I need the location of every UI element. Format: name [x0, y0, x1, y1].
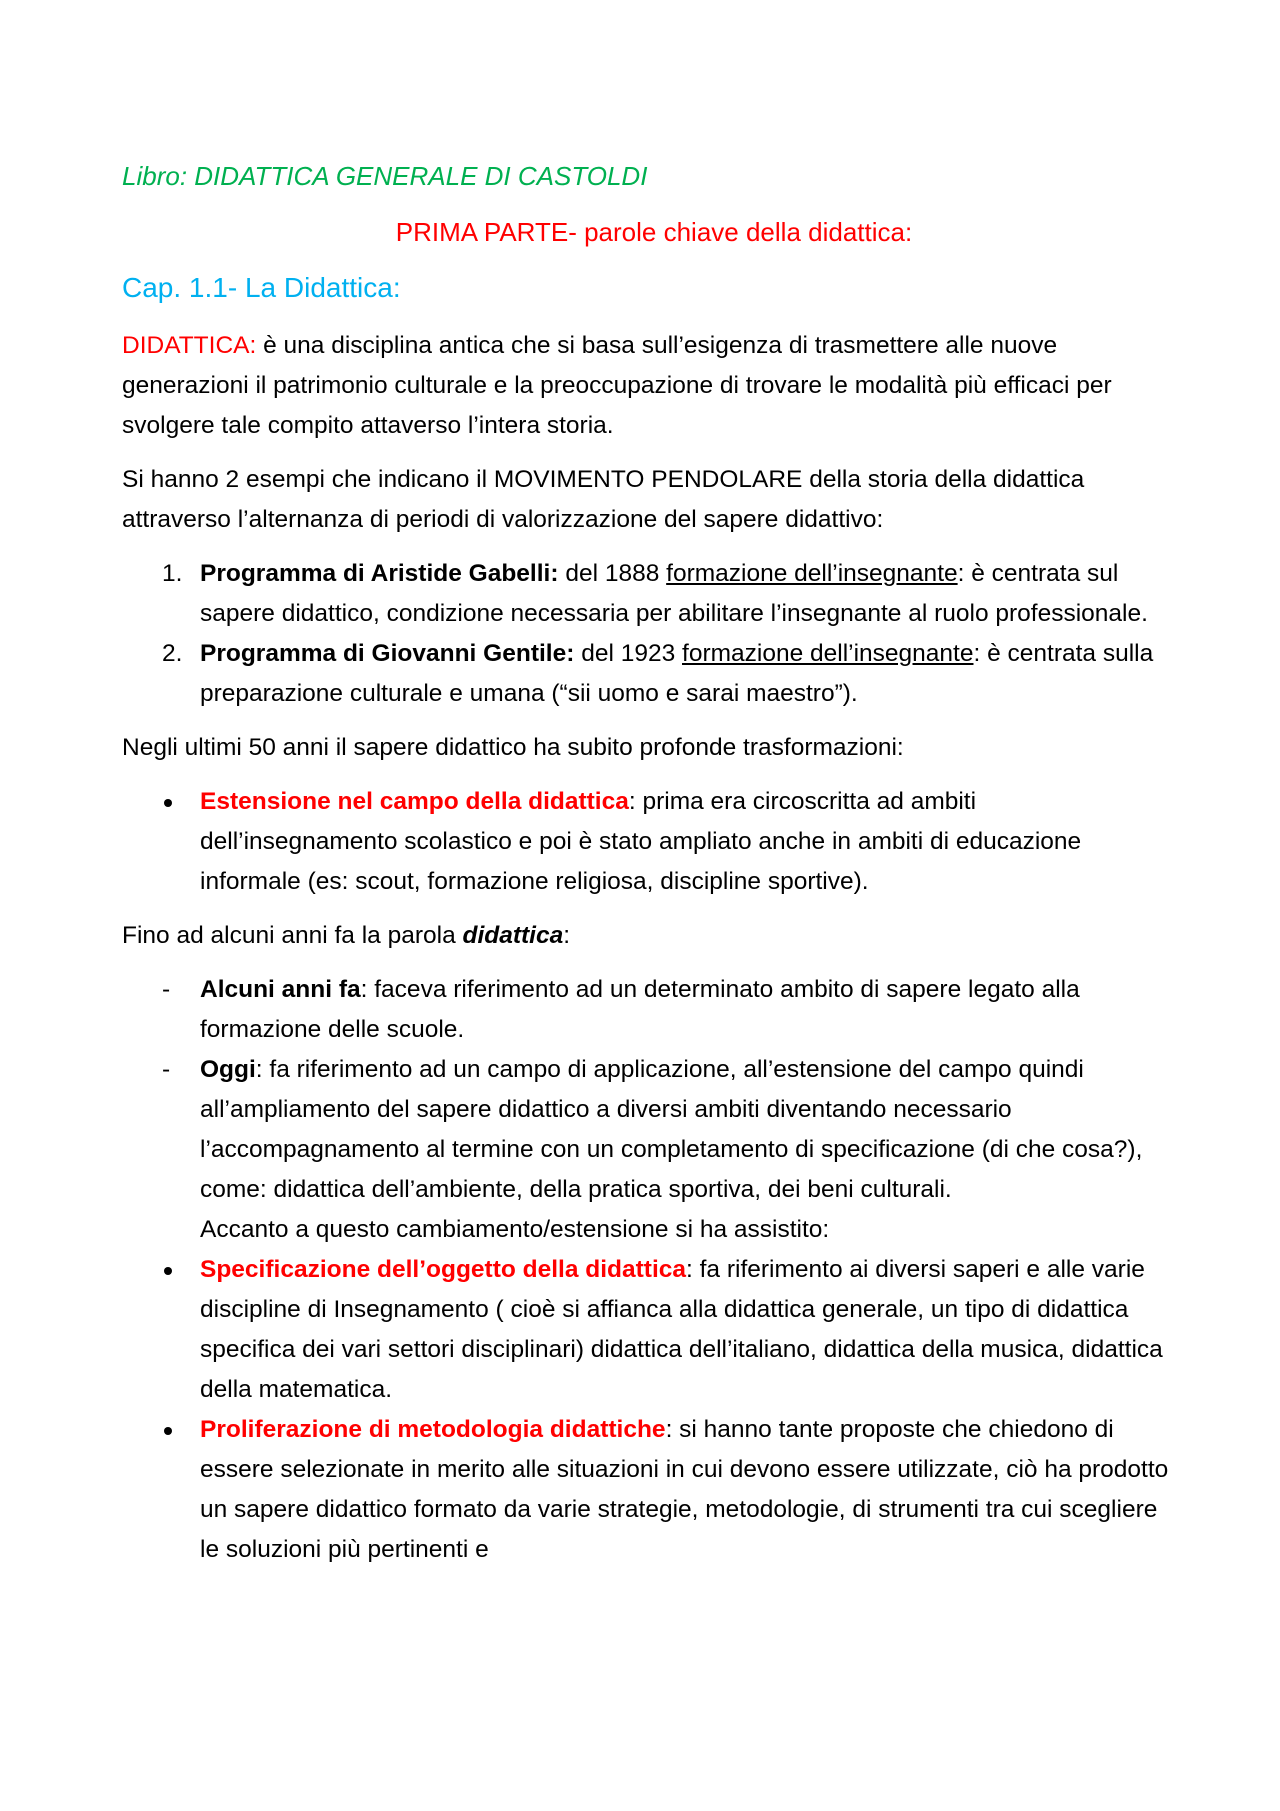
- program-text: : è centrata sul sapere didattico, condizione necessaria per abilitare l’insegnante al ruolo professionale.: [200, 560, 1148, 627]
- list-item: [122, 782, 1172, 902]
- part-title: PRIMA PARTE- parole chiave della didattica:: [395, 217, 913, 247]
- list-item: [122, 1050, 1172, 1250]
- didattica-term: DIDATTICA:: [122, 332, 257, 359]
- bullet-icon: [164, 1427, 172, 1435]
- bullet-icon: [164, 1267, 172, 1275]
- program-underlined: formazione dell’insegnante: [666, 560, 958, 587]
- program-underlined: formazione dell’insegnante: [682, 640, 974, 667]
- list-item: [122, 554, 1172, 634]
- bullet-title: Proliferazione di metodologia didattiche: [200, 1416, 666, 1443]
- dash-title: Oggi: [200, 1056, 256, 1083]
- document-page: [122, 156, 1172, 1584]
- bullet-text: : si hanno tante proposte che chiedono di essere selezionate in merito alle situazioni in cui devono essere utilizzate, ciò ha prodotto un sapere didattico formato da varie strategie, metodologie, di strumenti tra cui scegliere le soluzioni più pertinenti e: [200, 1416, 1169, 1563]
- extension-list: [122, 782, 1172, 902]
- program-title: Programma di Aristide Gabelli:: [200, 560, 559, 587]
- list-number: 1.: [162, 560, 183, 587]
- extension-text: : prima era circoscritta ad ambiti dell’insegnamento scolastico e poi è stato ampliato anche in ambiti di educazione informale (es: scout, formazione religiosa, discipline sportive).: [200, 788, 1082, 895]
- dash-marker: -: [162, 1056, 171, 1083]
- program-year: del 1923: [574, 640, 683, 667]
- bullet-title: Specificazione dell’oggetto della didattica: [200, 1256, 687, 1283]
- pendulum-paragraph: Si hanno 2 esempi che indicano il MOVIMENTO PENDOLARE della storia della didattica attraverso l’alternanza di periodi di valorizzazione del sapere didattivo:: [122, 466, 1085, 533]
- bullet-text: : fa riferimento ai diversi saperi e alle varie discipline di Insegnamento ( cioè si affianca alla didattica generale, un tipo di didattica specifica dei vari settori disciplinari) didattica dell’italiano, didattica della musica, didattica della matematica.: [200, 1256, 1163, 1403]
- word-pre: Fino ad alcuni anni fa la parola: [122, 922, 463, 949]
- word-post: :: [563, 922, 571, 949]
- book-title: Libro: DIDATTICA GENERALE DI CASTOLDI: [122, 161, 648, 191]
- word-paragraph: [122, 916, 1172, 956]
- transform-paragraph: Negli ultimi 50 anni il sapere didattico ha subito profonde trasformazioni:: [122, 734, 904, 761]
- program-year: del 1888: [558, 560, 667, 587]
- program-text: : è centrata sulla preparazione culturale e umana (“sii uomo e sarai maestro”).: [200, 640, 1154, 707]
- word-didattica: didattica: [462, 922, 564, 949]
- dash-title: Alcuni anni fa: [200, 976, 361, 1003]
- dash-extra-text: Accanto a questo cambiamento/estensione si ha assistito:: [200, 1216, 830, 1243]
- chapter-title: Cap. 1.1- La Didattica:: [122, 272, 401, 303]
- dash-marker: -: [162, 976, 171, 1003]
- intro-text: è una disciplina antica che si basa sull’esigenza di trasmettere alle nuove generazioni il patrimonio culturale e la preoccupazione di trovare le modalità più efficaci per svolgere tale compito attaverso l’intera storia.: [122, 332, 1112, 439]
- list-item: [122, 1410, 1172, 1570]
- list-item: [122, 1250, 1172, 1410]
- intro-paragraph: [122, 326, 1172, 446]
- dash-list: [122, 970, 1172, 1250]
- list-item: [122, 970, 1172, 1050]
- list-number: 2.: [162, 640, 183, 667]
- list-item: [122, 634, 1172, 714]
- program-title: Programma di Giovanni Gentile:: [200, 640, 575, 667]
- bullet-icon: [164, 799, 172, 807]
- dash-text: : faceva riferimento ad un determinato ambito di sapere legato alla formazione delle scuole.: [200, 976, 1080, 1043]
- bullet-list: [122, 1250, 1172, 1570]
- dash-text: : fa riferimento ad un campo di applicazione, all’estensione del campo quindi all’ampliamento del sapere didattico a diversi ambiti diventando necessario l’accompagnamento al termine con un completamento di specificazione (di che cosa?), come: didattica dell’ambiente, della pratica sportiva, dei beni culturali.: [200, 1056, 1143, 1203]
- programs-list: [122, 554, 1172, 714]
- extension-title: Estensione nel campo della didattica: [200, 788, 629, 815]
